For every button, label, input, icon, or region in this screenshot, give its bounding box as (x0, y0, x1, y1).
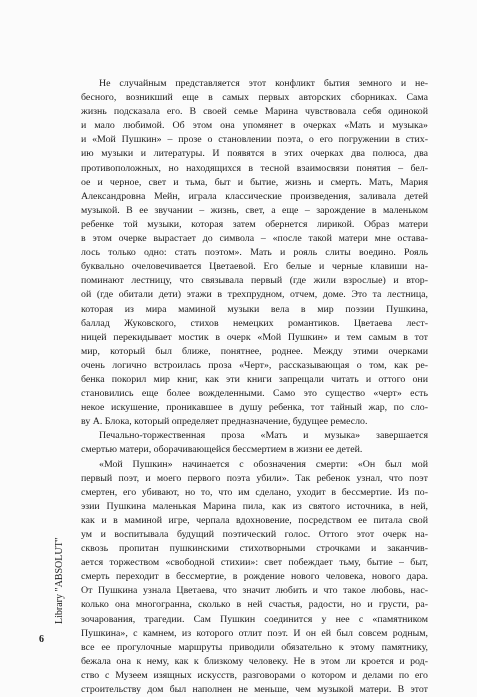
text-line: Печально-торжественная проза «Мать и музыка» завершается (99, 430, 428, 442)
text-line: эзии Пушкина маленькая Марина пила, как из святого источника, в ней, (81, 500, 428, 512)
text-line: зочарования, трагедии. Сам Пушкин соединится у нее с «памятником (81, 613, 428, 625)
text-line: очень логично встроилась проза «Черт», рассказывающая о том, как ре- (81, 359, 428, 371)
text-line: колько она многогранна, сколько в ней счастья, радости, но и грусти, ра- (81, 599, 428, 611)
page-number: 6 (39, 634, 44, 645)
text-line: первый поэт, и моего первого поэта убили». Так ребенок узнал, что поэт (81, 472, 428, 484)
text-line: Пушкина», с камнем, из которого отлит поэт. И он ей был совсем родным, (81, 627, 428, 639)
text-line: Не случайным представляется этот конфликт бытия земного и не- (99, 78, 428, 89)
text-line: все ее прогулочные маршруты приводили обязательно к этому памятнику, (81, 641, 428, 653)
text-line: ается торжеством «свободной стихии»: свет побеждает тьму, бытие – быт, (81, 557, 428, 569)
text-line: становились еще более вожделенными. Само это существо «черт» есть (81, 388, 428, 400)
text-line: в этом очерке вырастает до символа – «после такой матери мне остава- (81, 233, 428, 245)
text-line: баллад Жуковского, стихов немецких романтиков. Цветаева лест- (81, 317, 428, 329)
text-line: и мало любимой. Об этом она упомянет в очерках «Мать и музыка» (81, 120, 428, 132)
text-line: как и в маминой игре, черпала вдохновение, посредством ее питала свой (81, 514, 428, 526)
text-line: ое и черное, свет и тьма, быт и бытие, жизнь и смерть. Мать, Мария (81, 176, 428, 188)
text-line: и «Мой Пушкин» – прозе о становлении поэта, о его погружении в стих- (81, 134, 428, 146)
text-line: От Пушкина узнала Цветаева, что значит любить и что такое любовь, нас- (81, 585, 428, 597)
text-line: бенка покорил мир книг, как эти книги запрещали читать и оттого они (81, 373, 428, 385)
body-text (81, 77, 428, 697)
text-line: ребенке той музыки, которая затем обернется лирикой. Образ матери (81, 218, 428, 230)
text-line: музыкой. В ее звучании – жизнь, свет, а еще – зарождение в маленьком (81, 204, 428, 216)
text-line: буквально очеловечивается Цветаевой. Его белые и черные клавиши на- (81, 261, 428, 273)
text-line: ву А. Блока, который определяет предназначение, будущее ремесло. (81, 416, 368, 428)
text-line: поминают лестницу, что связывала первый (где жили взрослые) и втор- (81, 275, 428, 287)
text-line: сквозь пропитан пушкинскими стихотворными строчками и заканчив- (81, 543, 428, 555)
text-line: ум и воспитывала будущий поэтический голос. Оттого этот очерк на- (81, 529, 428, 540)
library-watermark: Library "ABSOLUT" (54, 537, 65, 624)
text-line: ство с Музеем изящных искусств, разговорами о котором и делами по его (81, 669, 428, 681)
text-line: ой (где обитали дети) этажи в трехпрудном, отчем, доме. Это та лестница, (81, 289, 428, 301)
text-line: смертью матери, оборачивающейся бессмертием в жизни ее детей. (81, 444, 363, 456)
text-line: бесного, возникший еще в самых первых авторских сборниках. Сама (81, 92, 428, 104)
text-line: жизнь подсказала его. В своей семье Марина чувствовала себя одинокой (81, 106, 428, 118)
text-line: некое искушение, проникавшее в душу ребенка, тот тайный жар, по сло- (81, 402, 428, 414)
text-line: «Мой Пушкин» начинается с обозначения смерти: «Он был мой (99, 458, 428, 470)
text-line: ию музыки и литературы. И появятся в этих очерках два полюса, два (81, 148, 428, 160)
text-line: смертен, его убивают, но то, что им сделано, уходит в бессмертие. Из по- (81, 486, 428, 498)
text-line: Александровна Мейн, играла классические произведения, заливала детей (81, 190, 428, 202)
text-line: лось только одно: стать поэтом». Мать и рояль слиты воедино. Рояль (81, 247, 428, 259)
text-line: строительству дом был наполнен не меньше, чем музыкой матери. В этот (81, 684, 428, 696)
text-line: ницей перекидывает мостик в очерк «Мой Пушкин» и тем самым в тот (81, 331, 428, 343)
text-line: противоположных, но находящихся в тесной взаимосвязи понятия – бел- (81, 162, 428, 174)
text-line: бежала она к нему, как к близкому человеку. Не в этом ли кроется и род- (81, 655, 428, 667)
text-line: смерть переходит в бессмертие, в рождение нового человека, нового дара. (81, 571, 428, 583)
text-line: которая из мира маминой музыки вела в мир поэзии Пушкина, (81, 303, 428, 315)
text-line: мир, который был ближе, понятнее, роднее. Между этими очерками (81, 345, 428, 357)
